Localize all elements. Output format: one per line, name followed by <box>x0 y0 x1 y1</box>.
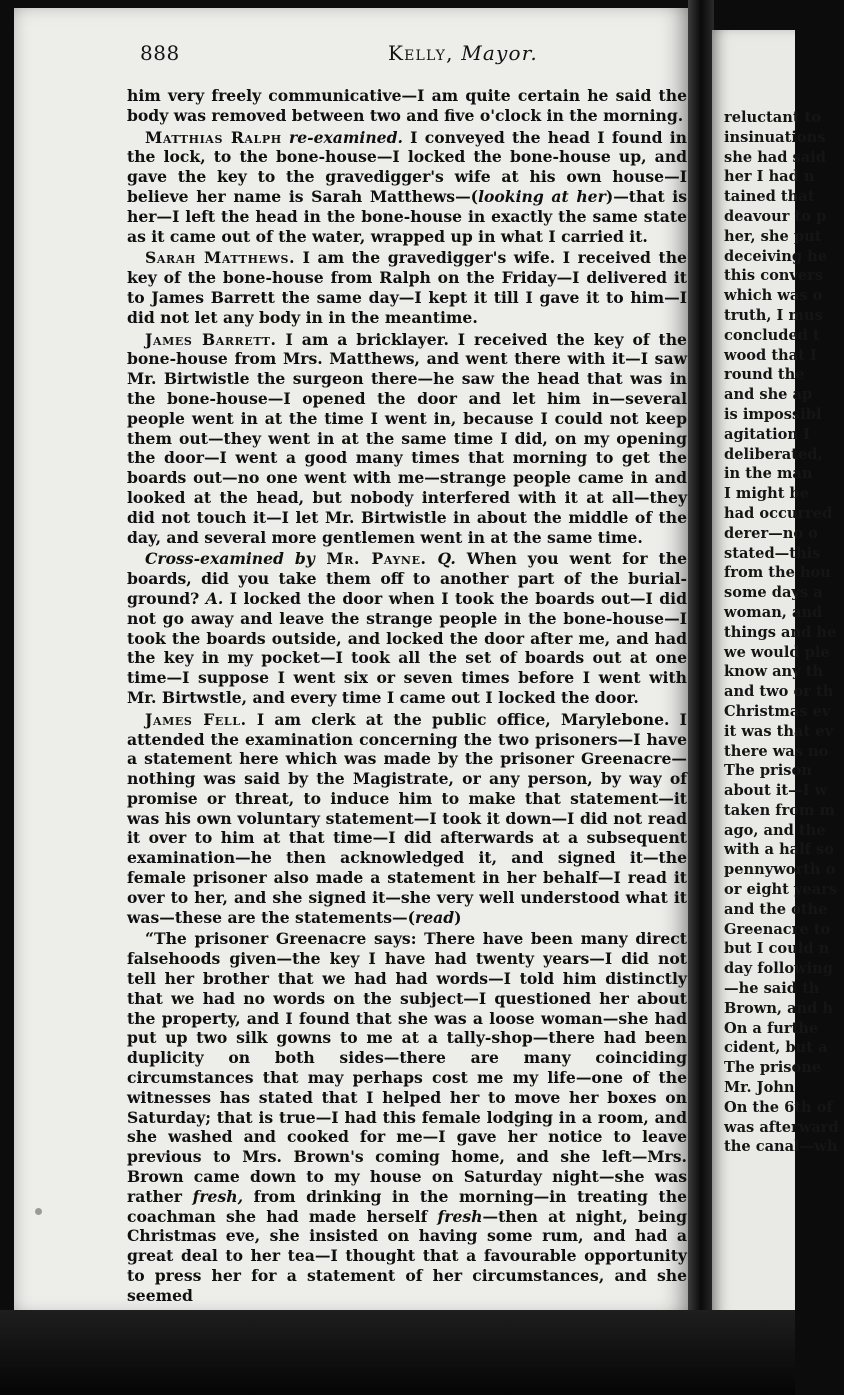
right-page-line: this convers <box>724 267 824 285</box>
right-page-line: day following <box>724 960 833 978</box>
right-page-line: taken from m <box>724 801 835 819</box>
running-head-name: Kelly, <box>388 41 454 65</box>
paragraph-segment: ) <box>454 907 462 927</box>
page-header <box>28 36 688 76</box>
paragraph-4 <box>127 549 687 707</box>
right-page-line: with a half so <box>724 841 834 859</box>
right-page-text <box>724 108 844 1157</box>
body-text <box>127 86 687 1308</box>
right-page-line: the canal—wh <box>724 1138 838 1156</box>
right-page-line: pennyworth o <box>724 861 836 879</box>
paragraph-segment: read <box>414 907 455 927</box>
right-page-line: had occurred <box>724 504 833 522</box>
right-page-line: stated—this <box>724 544 821 562</box>
right-page-line: in the man <box>724 465 813 483</box>
paragraph-0 <box>127 86 687 126</box>
right-page-line: woman, and <box>724 603 823 621</box>
paragraph-segment: I am a bricklayer. I received the key of the bone-house from Mrs. Matthews, and went there with it—I saw Mr. Birtwistle the surgeon there—he saw the head that was in the bone-house—I opened the door and let him in—several people went in at the time I went in, because I could not keep them out—they went in at the same time I did, on my opening the door—I went a good many times that morning to get the boards out—no one went with me—strange people came in and looked at the head, but nobody interfered with it at all—they did not touch it—I let Mr. Birtwistle in about the middle of the day, and several more gentlemen went in at the same time. <box>127 329 687 547</box>
right-page-line: deliberated, <box>724 445 823 463</box>
right-page-line: Christmas ev <box>724 702 831 720</box>
paragraph-segment: Sarah Matthews. <box>145 248 296 268</box>
right-page-line: wood that I <box>724 346 817 364</box>
right-page-line: about it—I w <box>724 782 828 800</box>
right-page-line: The prisone <box>724 1059 822 1077</box>
right-page-line: derer—no o <box>724 524 818 542</box>
paragraph-segment: Cross-examined by <box>145 549 315 569</box>
right-page-line: Brown, and h <box>724 999 834 1017</box>
running-head-title: Mayor. <box>461 41 538 65</box>
paragraph-segment: When you went for the boards, did you take them off to another part of the burial-ground? <box>127 549 687 608</box>
paragraph-segment: —then at night, being Christmas eve, she insisted on having some rum, and had a great deal to her tea—I thought that a favourable opportunity to press her for a statement of her circumstances, and she seemed <box>127 1206 687 1305</box>
paragraph-segment: him very freely communicative—I am quite certain he said the body was removed between two and five o'clock in the morning. <box>127 86 687 125</box>
right-page-line: Mr. John <box>724 1079 795 1097</box>
right-page-line: her I had n <box>724 168 815 186</box>
right-page-line: truth, I mus <box>724 306 823 324</box>
right-page-line: it was that ev <box>724 722 834 740</box>
paragraph-segment: Matthias Ralph <box>145 127 282 147</box>
paragraph-segment: Q. <box>437 549 456 569</box>
right-page-line: deavour to p <box>724 207 827 225</box>
paragraph-3 <box>127 330 687 548</box>
paragraph-segment: James Fell. <box>145 709 247 729</box>
right-page <box>712 30 839 1330</box>
paragraph-2 <box>127 248 687 327</box>
right-page-line: agitation I <box>724 425 810 443</box>
right-page-line: and two or th <box>724 683 834 701</box>
right-page-line: but I could n <box>724 940 830 958</box>
right-page-line: we would ple <box>724 643 830 661</box>
paragraph-segment: re-examined. <box>281 127 403 147</box>
right-page-line: there was no <box>724 742 829 760</box>
page-number: 888 <box>140 41 180 65</box>
right-page-line: concluded t <box>724 326 820 344</box>
paragraph-segment: James Barrett. <box>145 329 277 349</box>
paragraph-segment: “The prisoner Greenacre says: There have been many direct falsehoods given—the key I have had twenty years—I did not tell her brother that we had had words—I told him distinctly that we had no words on the subject—I questioned her about the property, and I found that she was a loose woman—she had put up two silk gowns to me at a tally-shop—there had been duplicity on both sides—there are many coinciding circumstances that may perhaps cost me my life—one of the witnesses has stated that I helped her to move her boxes on Saturday; that is true—I had this female lodging in a room, and she washed and cooked for me—I gave her notice to leave previous to Mrs. Brown's coming home, and she left—Mrs. Brown came down to my house on Saturday night—she was rather <box>127 929 687 1206</box>
book-gutter <box>688 0 714 1395</box>
paragraph-5 <box>127 710 687 928</box>
right-page-line: cident, but a <box>724 1039 828 1057</box>
right-page-line: some days a <box>724 584 823 602</box>
right-page-line: —he said th <box>724 980 820 998</box>
right-page-line: from the hou <box>724 564 831 582</box>
right-page-line: deceiving he <box>724 247 828 265</box>
paragraph-segment <box>427 549 438 568</box>
paragraph-segment: Mr. Payne. <box>314 549 427 569</box>
right-page-line: know any th <box>724 663 824 681</box>
right-page-line: tained that <box>724 188 815 206</box>
right-page-line: round the <box>724 366 805 384</box>
right-page-line: reluctant to <box>724 109 822 126</box>
right-page-line: or eight years <box>724 881 838 899</box>
right-page-line: and she ap <box>724 386 813 404</box>
left-page <box>14 8 692 1313</box>
right-page-line: I might be <box>724 485 810 503</box>
right-page-line: is impossibl <box>724 405 822 423</box>
paragraph-segment: I locked the door when I took the boards out—I did not go away and leave the strange people in the bone-house—I took the boards outside, and locked the door after me, and had the key in my pocket—I took all the set of boards out at one time—I suppose I went six or seven times before I went with Mr. Birtwstle, and every time I came out I locked the door. <box>127 588 688 707</box>
right-page-line: The prison <box>724 762 812 780</box>
paragraph-segment: I am the gravedigger's wife. I received the key of the bone-house from Ralph on the Friday—I delivered it to James Barrett the same day—I kept it till I gave it to him—I did not let any body in in the meantime. <box>127 248 687 327</box>
right-page-line: things and he <box>724 623 837 641</box>
paragraph-segment: fresh <box>437 1206 483 1226</box>
right-page-line: On a furthe <box>724 1019 819 1037</box>
paragraph-segment: I conveyed the head I found in the lock, to the bone-house—I locked the bone-house up, and gave the key to the gravedigger's wife at his own house—I believe her name is Sarah Matthews—( <box>127 127 688 206</box>
paragraph-segment: fresh, <box>192 1186 244 1206</box>
paragraph-segment: looking at her <box>478 186 606 206</box>
paragraph-segment: A. <box>205 588 224 608</box>
paragraph-segment: I am clerk at the public office, Marylebone. I attended the examination concerning the two prisoners—I have a statement here which was made by the prisoner Greenacre—nothing was said by the Magistrate, or any person, by way of promise or threat, to induce him to make that statement—it was his own voluntary statement—I took it down—I did not read it over to him at that time—I did afterwards at a subsequent examination—he then acknowledged it, and signed it—the female prisoner also made a statement in her behalf—I read it over to her, and she signed it—she very well understood what it was—these are the statements—( <box>127 709 687 927</box>
running-head <box>388 41 538 65</box>
right-page-line: insinuations <box>724 128 826 146</box>
right-page-line: her, she put <box>724 227 822 245</box>
right-page-line: and the othe <box>724 900 828 918</box>
right-page-line: On the 6th of <box>724 1098 833 1116</box>
right-page-line: she had said <box>724 148 826 166</box>
page-speck <box>35 1208 42 1215</box>
paragraph-1 <box>127 128 687 247</box>
paragraph-segment: from drinking in the morning—in treating the coachman she had made herself <box>127 1186 687 1226</box>
right-page-line: ago, and the <box>724 821 826 839</box>
right-page-line: which was o <box>724 287 823 305</box>
bottom-shadow <box>0 1310 795 1395</box>
right-page-line: Greenacre to <box>724 920 831 938</box>
right-page-line: was afterward <box>724 1118 839 1136</box>
paragraph-6 <box>127 929 687 1305</box>
paragraph-segment: )—that is her—I left the head in the bone-house in exactly the same state as it came out of the water, wrapped up in what I carried it. <box>127 186 687 246</box>
